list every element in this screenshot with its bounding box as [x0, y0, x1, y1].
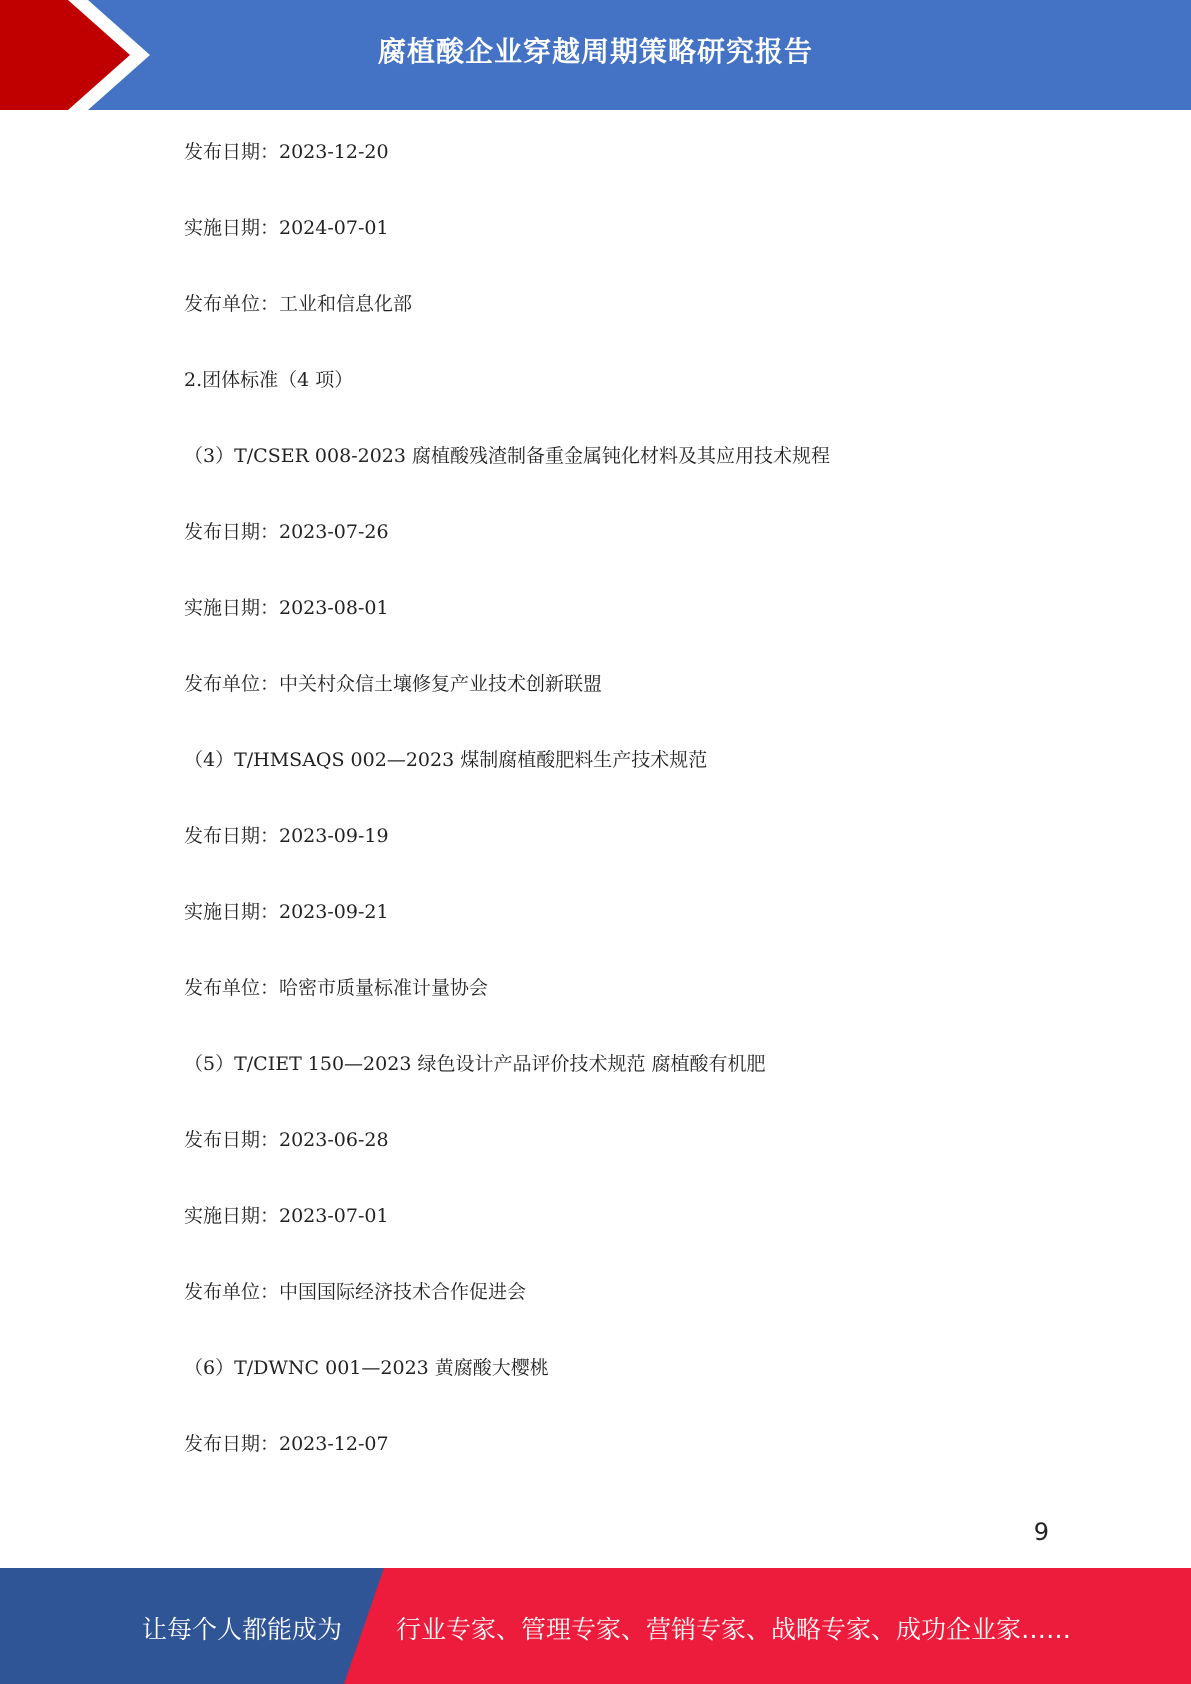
- standard-item: （3）T/CSER 008-2023 腐植酸残渣制备重金属钝化材料及其应用技术规程: [184, 445, 831, 467]
- text-line: 发布日期：2023-12-20: [184, 141, 389, 163]
- document-body: [184, 133, 1044, 1501]
- section-heading: 2.团体标准（4 项）: [184, 369, 354, 391]
- standard-item: （5）T/CIET 150—2023 绿色设计产品评价技术规范 腐植酸有机肥: [184, 1053, 766, 1075]
- footer-bar: [0, 1568, 1191, 1684]
- text-line: 实施日期：2023-08-01: [184, 597, 389, 619]
- footer-slogan-right: 行业专家、管理专家、营销专家、战略专家、成功企业家……: [396, 1615, 1072, 1644]
- text-line: 发布单位：中国国际经济技术合作促进会: [184, 1281, 527, 1303]
- standard-item: （6）T/DWNC 001—2023 黄腐酸大樱桃: [184, 1357, 549, 1379]
- text-line: 发布日期：2023-06-28: [184, 1129, 389, 1151]
- footer-slogan-left: 让每个人都能成为: [142, 1615, 343, 1644]
- header-bar: [0, 0, 1191, 110]
- text-line: 发布单位：哈密市质量标准计量协会: [184, 977, 489, 999]
- standard-item: （4）T/HMSAQS 002—2023 煤制腐植酸肥料生产技术规范: [184, 749, 708, 771]
- text-line: 发布日期：2023-09-19: [184, 825, 389, 847]
- text-line: 发布日期：2023-12-07: [184, 1433, 389, 1455]
- page-number: 9: [1033, 1518, 1049, 1546]
- text-line: 发布单位：中关村众信土壤修复产业技术创新联盟: [184, 673, 603, 695]
- text-line: 发布单位：工业和信息化部: [184, 293, 413, 315]
- text-line: 发布日期：2023-07-26: [184, 521, 389, 543]
- report-title: 腐植酸企业穿越周期策略研究报告: [377, 35, 813, 68]
- text-line: 实施日期：2024-07-01: [184, 217, 389, 239]
- text-line: 实施日期：2023-07-01: [184, 1205, 389, 1227]
- text-line: 实施日期：2023-09-21: [184, 901, 389, 923]
